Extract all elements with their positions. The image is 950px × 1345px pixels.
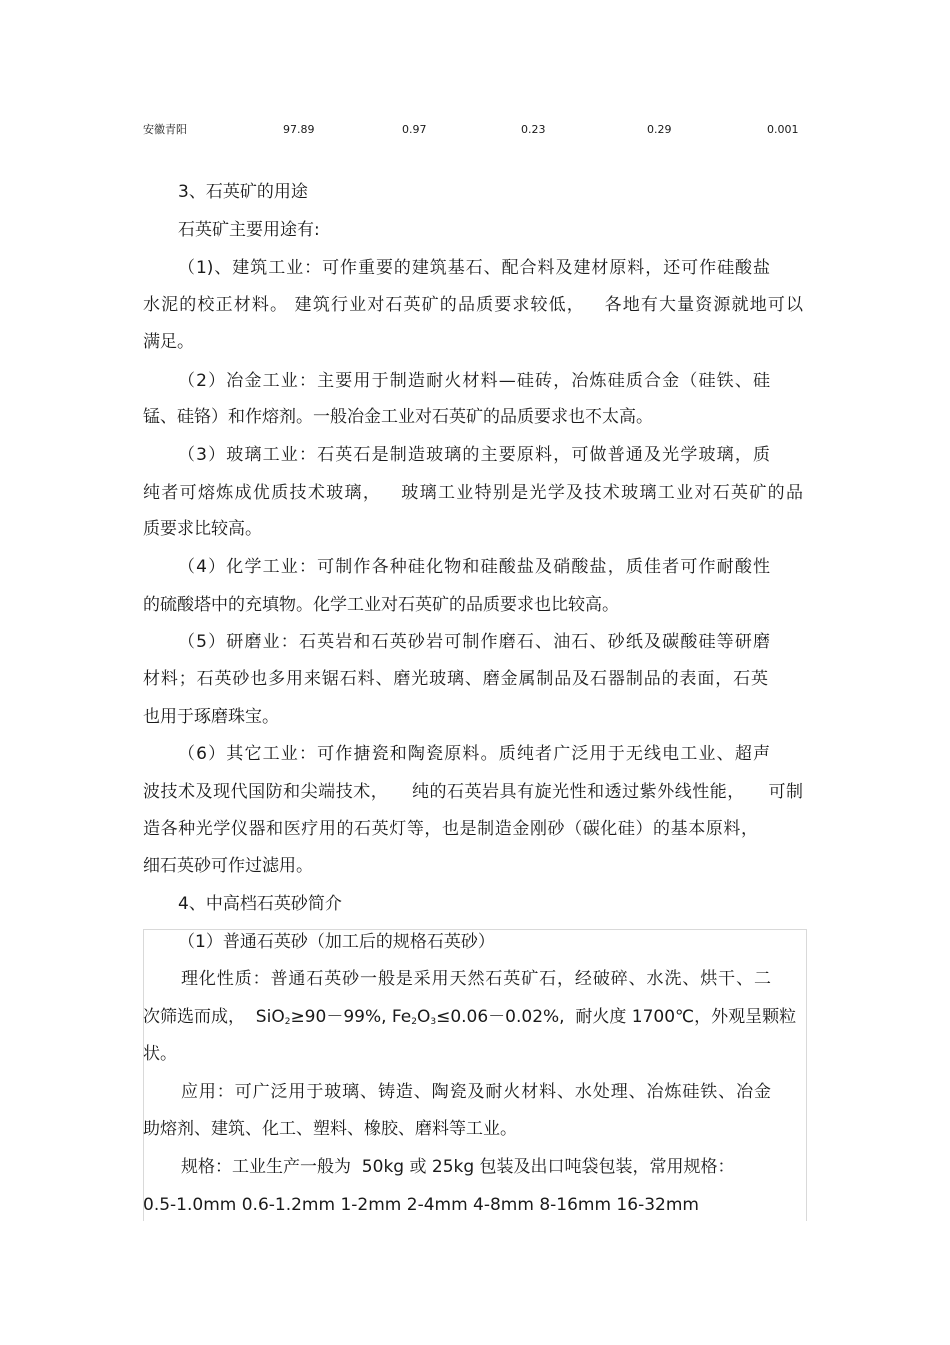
section-heading: 3、石英矿的用途: [178, 182, 308, 202]
table-cell-place: 安徽青阳: [143, 123, 187, 136]
section-heading: 4、中高档石英砂简介: [178, 894, 342, 914]
paragraph-line: 材料；石英砂也多用来锯石料、磨光玻璃、磨金属制品及石器制品的表面，石英: [143, 669, 768, 689]
paragraph-line: 助熔剂、建筑、化工、塑料、橡胶、磨料等工业。: [143, 1119, 517, 1139]
paragraph-line: （4）化学工业：可制作各种硅化物和硅酸盐及硝酸盐，质佳者可作耐酸性: [178, 557, 770, 577]
table-cell-value: 0.001: [767, 123, 799, 136]
paragraph-line: 规格：工业生产一般为 50kg 或 25kg 包装及出口吨袋包装，常用规格：: [181, 1157, 735, 1177]
subsection-heading: （1）普通石英砂（加工后的规格石英砂）: [178, 932, 495, 952]
table-cell-value: 0.29: [647, 123, 672, 136]
paragraph-line: 水泥的校正材料。 建筑行业对石英矿的品质要求较低， 各地有大量资源就地可以: [143, 295, 803, 315]
paragraph-line: 也用于琢磨珠宝。: [143, 707, 279, 727]
paragraph-line: （5）研磨业：石英岩和石英砂岩可制作磨石、油石、砂纸及碳酸硅等研磨: [178, 632, 770, 652]
paragraph-line: 质要求比较高。: [143, 519, 262, 539]
paragraph-line: （1)、建筑工业：可作重要的建筑基石、配合料及建材原料，还可作硅酸盐: [178, 258, 770, 278]
paragraph-line: 造各种光学仪器和医疗用的石英灯等，也是制造金刚砂（碳化硅）的基本原料，: [143, 819, 758, 839]
paragraph-line: （3）玻璃工业：石英石是制造玻璃的主要原料，可做普通及光学玻璃，质: [178, 445, 770, 465]
paragraph-line: 锰、硅铬）和作熔剂。一般冶金工业对石英矿的品质要求也不太高。: [143, 407, 653, 427]
paragraph-line: 细石英砂可作过滤用。: [143, 856, 313, 876]
table-cell-value: 97.89: [283, 123, 315, 136]
paragraph-line: 纯者可熔炼成优质技术玻璃， 玻璃工业特别是光学及技术玻璃工业对石英矿的品: [143, 483, 803, 503]
table-cell-value: 0.23: [521, 123, 546, 136]
paragraph-line: 应用：可广泛用于玻璃、铸造、陶瓷及耐火材料、水处理、冶炼硅铁、冶金: [181, 1082, 771, 1102]
paragraph-line: 波技术及现代国防和尖端技术， 纯的石英岩具有旋光性和透过紫外线性能， 可制: [143, 782, 803, 802]
paragraph-intro: 石英矿主要用途有:: [178, 220, 320, 240]
frame-line: [143, 929, 144, 1221]
paragraph-line: （2）冶金工业：主要用于制造耐火材料—硅砖，冶炼硅质合金（硅铁、硅: [178, 371, 770, 391]
paragraph-line: （6）其它工业：可作搪瓷和陶瓷原料。质纯者广泛用于无线电工业、超声: [178, 744, 770, 764]
paragraph-line: 的硫酸塔中的充填物。化学工业对石英矿的品质要求也比较高。: [143, 595, 619, 615]
paragraph-line: 满足。: [143, 332, 194, 352]
paragraph-line: 状。: [143, 1044, 177, 1064]
frame-line: [806, 929, 807, 1221]
frame-line: [143, 929, 806, 930]
paragraph-line: 理化性质：普通石英砂一般是采用天然石英矿石，经破碎、水洗、烘干、二: [181, 969, 771, 989]
table-cell-value: 0.97: [402, 123, 427, 136]
paragraph-line: 次筛选而成， SiO$_2$≥90－99%, $Fe_2O_3\le 0.06-0.02\%$, 耐火度 1700℃，外观呈颗粒: [143, 1007, 797, 1027]
paragraph-line: 0.5-1.0mm 0.6-1.2mm 1-2mm 2-4mm 4-8mm 8-16mm 16-32mm: [143, 1195, 699, 1215]
